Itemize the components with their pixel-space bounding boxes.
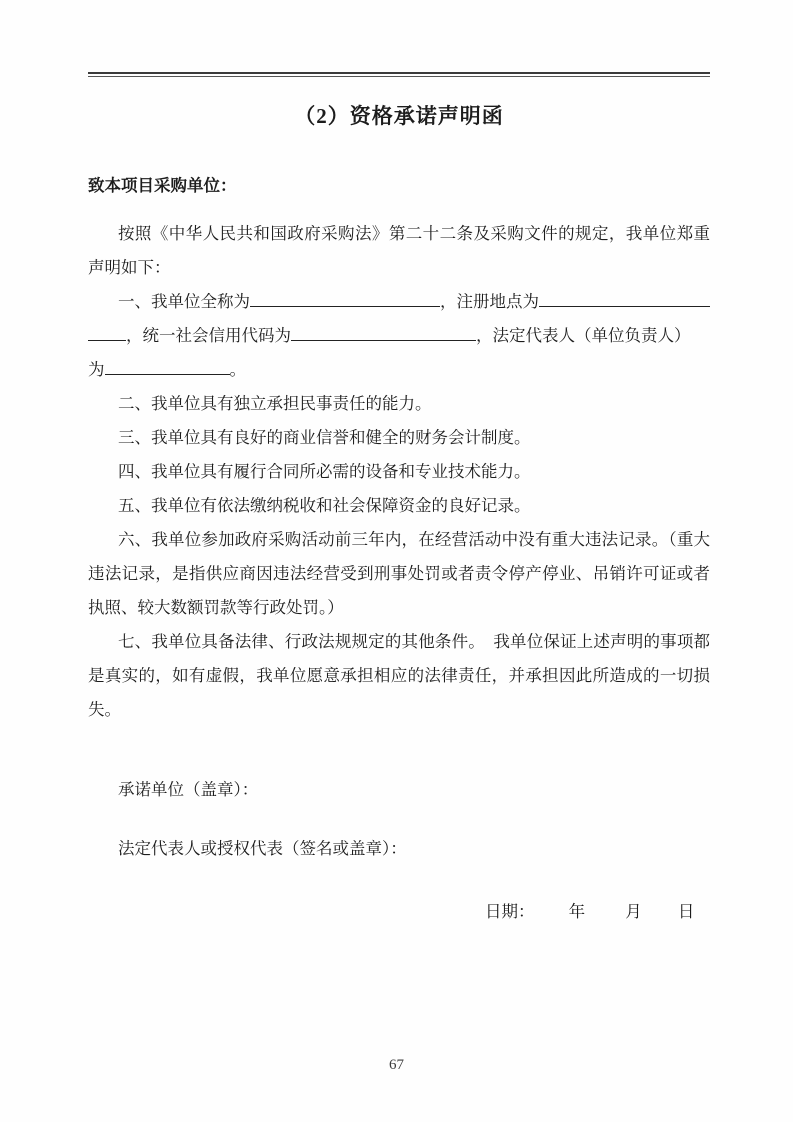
clause3: 三、我单位具有良好的商业信誉和健全的财务会计制度。 — [118, 428, 531, 447]
clause1-address-label: ，注册地点为 — [440, 292, 539, 311]
clause4: 四、我单位具有履行合同所必需的设备和专业技术能力。 — [118, 462, 531, 481]
blank-company-name — [250, 304, 440, 307]
date-label: 日期： — [485, 902, 535, 921]
clause6: 六、我单位参加政府采购活动前三年内，在经营活动中没有重大违法记录。（重大违法记录，是指供应商因违法经营受到刑事处罚或者责令停产停业、吊销许可证或者执照、较大数额罚款等行政处罚。） — [88, 530, 710, 617]
clause1-legal-rep-label: ，法定代表人（单位负责人） — [476, 326, 691, 345]
blank-registered-address-continued — [88, 338, 126, 341]
date-line — [485, 895, 710, 929]
clause1-line3 — [88, 353, 710, 387]
blank-registered-address — [539, 304, 710, 307]
clause1-wei-label: 为 — [88, 360, 105, 379]
clause1-period: 。 — [229, 360, 246, 379]
clause7: 七、我单位具备法律、行政法规规定的其他条件。 我单位保证上述声明的事项都是真实的，如有虚假，我单位愿意承担相应的法律责任，并承担因此所造成的一切损失。 — [88, 632, 710, 719]
signature-rep-label: 法定代表人或授权代表（签名或盖章）： — [118, 839, 407, 858]
page-number: 67 — [389, 1057, 404, 1073]
intro-paragraph: 按照《中华人民共和国政府采购法》第二十二条及采购文件的规定，我单位郑重声明如下： — [88, 224, 710, 277]
clause1-line2 — [88, 319, 710, 353]
clause2: 二、我单位具有独立承担民事责任的能力。 — [118, 394, 432, 413]
date-year-label: 年 — [568, 902, 586, 921]
blank-credit-code — [291, 338, 476, 341]
salutation: 致本项目采购单位： — [88, 176, 237, 195]
document-content — [0, 72, 793, 929]
signature-unit-label: 承诺单位（盖章）： — [118, 780, 259, 799]
header-rule — [88, 72, 710, 77]
clause1-line1 — [88, 285, 710, 319]
clause5: 五、我单位有依法缴纳税收和社会保障资金的良好记录。 — [118, 496, 531, 515]
clause1-credit-code-label: ，统一社会信用代码为 — [126, 326, 291, 345]
date-month-label: 月 — [625, 902, 642, 921]
blank-legal-rep-name — [105, 372, 230, 375]
document-title: （2）资格承诺声明函 — [294, 104, 504, 128]
clause1-company-name-label: 一、我单位全称为 — [118, 292, 250, 311]
date-day-label: 日 — [677, 902, 695, 921]
